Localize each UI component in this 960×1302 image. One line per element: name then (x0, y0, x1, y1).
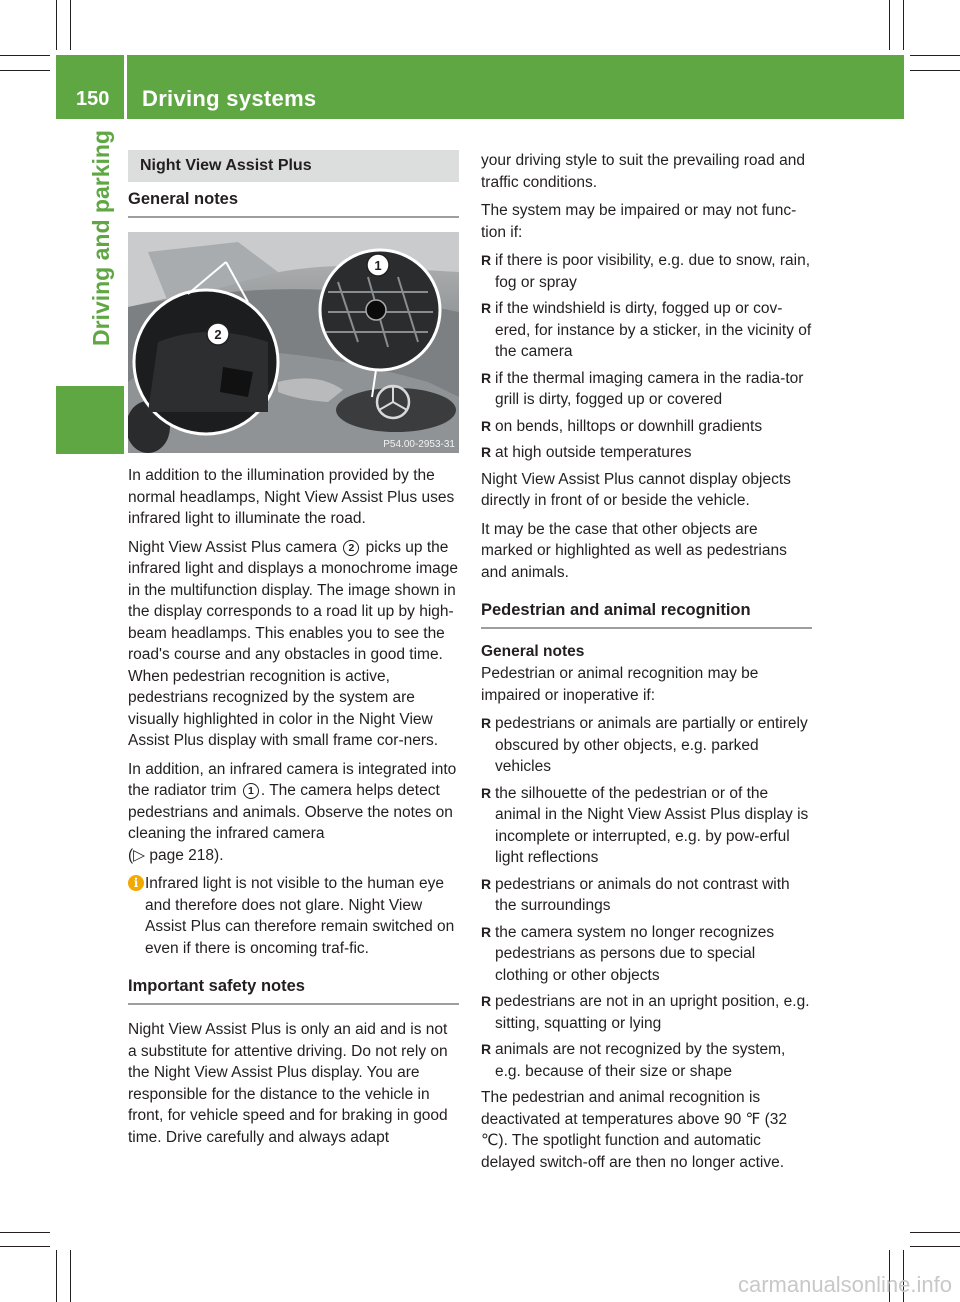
chapter-title: Driving systems (142, 86, 317, 111)
figure-code: P54.00-2953-31 (383, 439, 455, 450)
camera-paragraph (128, 537, 459, 752)
callout-1-label: 1 (374, 258, 382, 273)
crop-mark (0, 55, 50, 56)
impaired-list (481, 250, 812, 464)
intro-paragraph: In addition to the illumination provided by the normal headlamps, Night View Assist Plus uses infrared light to illuminate the road. (128, 467, 455, 527)
crop-mark (0, 1246, 50, 1247)
page-reference-link[interactable]: (▷ page 218). (128, 846, 224, 864)
crop-mark (56, 1250, 57, 1302)
list-item: R the silhouette of the pedestrian or of the animal in the Night View Assist Plus display is incomplete or interrupted, e.g. by pow-erful light reflections (481, 784, 809, 866)
safety-paragraph: Night View Assist Plus is only an aid and is not a substitute for attentive driving. Do not rely on the Night View Assist Plus display. You are responsible for the distance to the vehicle in front, for vehicle speed and for braking in good time. Drive carefully and always adapt (128, 1021, 448, 1146)
side-tab-marker (56, 386, 124, 454)
other-objects-paragraph: It may be the case that other objects are marked or highlighted as well as pedestrians and animals. (481, 520, 787, 581)
crop-mark (56, 0, 57, 50)
infrared-camera-paragraph (128, 759, 459, 867)
crop-mark (910, 1232, 960, 1233)
safety-notes-heading: Important safety notes (128, 977, 459, 1005)
list-item: R pedestrians are not in an upright position, e.g. sitting, squatting or lying (481, 993, 810, 1032)
impaired-intro: The system may be impaired or may not func-tion if: (481, 202, 797, 241)
list-item: R the camera system no longer recognizes pedestrians as persons due to special clothing or other objects (481, 923, 775, 984)
crop-mark (0, 70, 50, 71)
deactivated-paragraph: The pedestrian and animal recognition is deactivated at temperatures above 90 ℉ (32 ℃). The spotlight function and automatic delayed switch-off are then no longer active. (481, 1089, 787, 1171)
infrared-paragraph-text: In addition, an infrared camera is integrated into the radiator trim (128, 760, 457, 799)
left-column (128, 150, 459, 1155)
list-item: R if the thermal imaging camera in the radia-tor grill is dirty, fogged up or covered (481, 369, 804, 408)
general-notes-heading: General notes (128, 190, 459, 218)
crop-mark (910, 55, 960, 56)
crop-mark (70, 0, 71, 50)
header-separator (124, 55, 127, 119)
pedestrian-recognition-heading: Pedestrian and animal recognition (481, 601, 812, 629)
pedestrian-intro: Pedestrian or animal recognition may be impaired or inoperative if: (481, 665, 759, 704)
right-column (481, 150, 812, 1180)
callout-2-label: 2 (214, 327, 222, 342)
continued-paragraph: your driving style to suit the prevailing road and traffic conditions. (481, 152, 805, 191)
pedestrian-list (481, 713, 812, 1082)
side-tab-label: Driving and parking (88, 130, 114, 346)
page-number: 150 (76, 88, 110, 110)
camera-paragraph-text: Night View Assist Plus camera (128, 538, 338, 556)
list-item: R on bends, hilltops or downhill gradients (481, 417, 763, 435)
list-item: R at high outside temperatures (481, 444, 692, 461)
pedestrian-general-notes-heading: General notes (481, 643, 585, 660)
list-item: R if there is poor visibility, e.g. due to snow, rain, fog or spray (481, 252, 811, 291)
crop-mark (70, 1250, 71, 1302)
cannot-display-paragraph: Night View Assist Plus cannot display objects directly in front of or beside the vehicle. (481, 470, 791, 509)
list-item: R animals are not recognized by the system, e.g. because of their size or shape (481, 1041, 786, 1080)
crop-mark (910, 70, 960, 71)
crop-mark (0, 1232, 50, 1233)
camera-paragraph-text-cont: picks up the infrared light and displays a monochrome image in the multifunction display. The image shown in the display corresponds to a road lit up by high-beam headlamps. This enables you to see the road's course and any obstacles in good time. When pedestrian recognition is active, pedestrians recognized by the system are visually highlighted in color in the Night View Assist Plus display with small frame cor-ners. (128, 538, 458, 749)
callout-ref-1: 1 (243, 783, 259, 799)
section-title: Night View Assist Plus (128, 150, 459, 182)
infrared-paragraph-text-cont: . The camera helps detect pedestrians and animals. Observe the notes on cleaning the infrared camera (128, 782, 453, 842)
crop-mark (889, 0, 890, 50)
crop-mark (903, 0, 904, 50)
night-view-figure (128, 232, 459, 453)
info-note (128, 873, 459, 959)
list-item: R if the windshield is dirty, fogged up or cov-ered, for instance by a sticker, in the vicinity of the camera (481, 300, 812, 360)
list-item: R pedestrians or animals do not contrast with the surroundings (481, 875, 790, 914)
list-item: R pedestrians or animals are partially or entirely obscured by other objects, e.g. parked vehicles (481, 715, 808, 775)
callout-ref-2: 2 (343, 540, 359, 556)
side-tab (84, 120, 124, 350)
info-note-text: Infrared light is not visible to the human eye and therefore does not glare. Night View Assist Plus can therefore remain switched on even if there is oncoming traf-fic. (145, 875, 455, 957)
crop-mark (910, 1246, 960, 1247)
car-illustration (128, 232, 459, 453)
info-icon: i (128, 875, 144, 891)
watermark: carmanualsonline.info (737, 1272, 952, 1297)
